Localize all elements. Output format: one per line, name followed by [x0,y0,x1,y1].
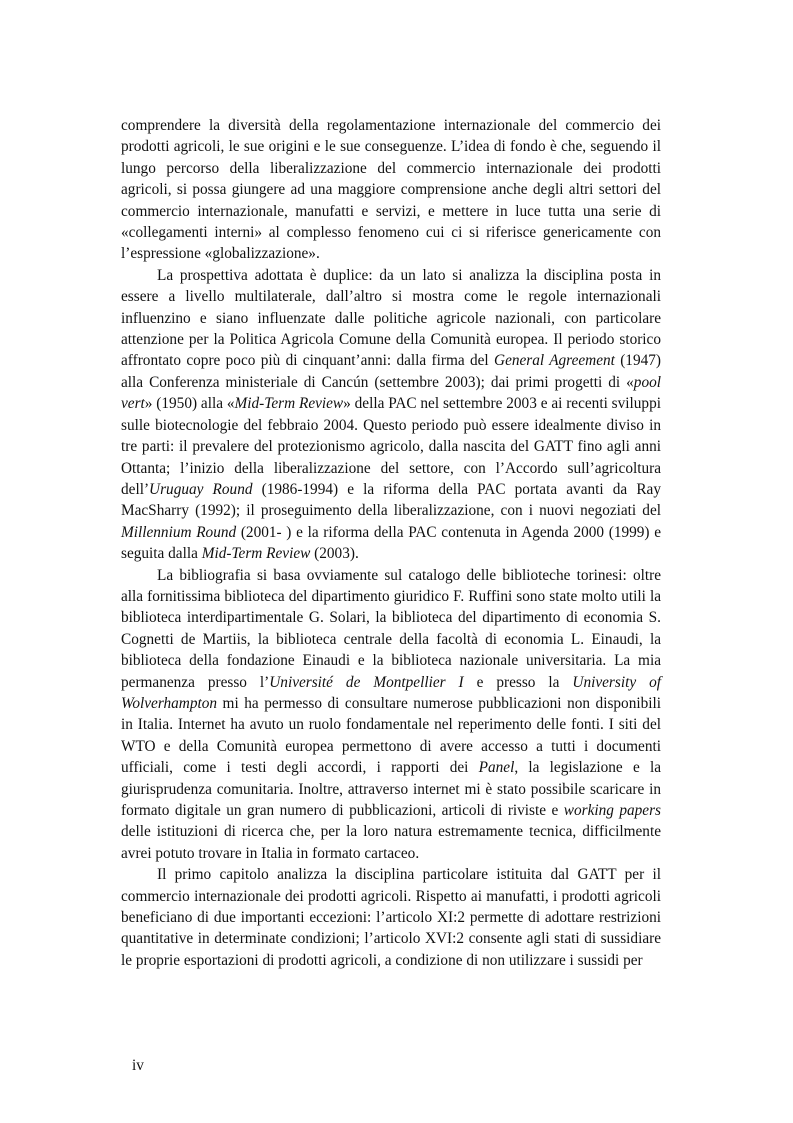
paragraph [121,565,661,865]
italic-text: General Agreement [494,352,615,370]
text-run: La bibliografia si basa ovviamente sul catalogo delle biblioteche torinesi: oltre alla fornitissima biblioteca del dipartimento giuridico F. Ruffini sono state molto utili la biblioteca interdipartimentale G. Solari, la biblioteca del dipartimento di economia S. Cognetti de Martiis, la biblioteca centrale della facoltà di economia L. Einaudi, la biblioteca della fondazione Einaudi e la biblioteca nazionale universitaria. La mia permanenza presso l’ [121,566,661,691]
text-run: » (1950) alla « [144,395,235,413]
text-run: » della PAC nel settembre 2003 e ai recenti sviluppi sulle biotecnologie del febbraio 2004. Questo periodo può essere idealmente diviso in tre parti: il prevalere del protezionismo agricolo, dalla nascita del GATT fino agli anni Ottanta; l’inizio della liberalizzazione del settore, con l’Accordo sull’agricoltura dell’ [121,395,661,498]
paragraph [121,115,661,265]
italic-text: Panel [478,759,515,777]
text-run: mi ha permesso di consultare numerose pubblicazioni non disponibili in Italia. Internet ha avuto un ruolo fondamentale nel reperimento delle fonti. I siti del WTO e della Comunità europea permettono di avere accesso a tutti i documenti ufficiali, come i testi degli accordi, i rapporti dei [121,694,661,777]
page-number: iv [132,1057,144,1074]
page-body [121,115,661,971]
italic-text: Mid-Term Review [201,545,311,563]
italic-text: Millennium Round [121,523,237,541]
italic-text: Mid-Term Review [234,395,344,413]
text-run: Il primo capitolo analizza la disciplina particolare istituita dal GATT per il commercio internazionale dei prodotti agricoli. Rispetto ai manufatti, i prodotti agricoli beneficiano di due importanti eccezioni: l’articolo XI:2 permette di adottare restrizioni quantitative in determinate condizioni; l’articolo XVI:2 consente agli stati di sussidiare le proprie esportazioni di prodotti agricoli, a condizione di non utilizzare i sussidi per [121,866,661,969]
italic-text: working papers [563,802,662,819]
italic-text: Université de Montpellier I [269,673,464,691]
paragraph [121,265,661,565]
text-run: , la legislazione e la giurisprudenza comunitaria. Inoltre, attraverso internet mi è stato possibile scaricare in formato digitale un gran numero di pubblicazioni, articoli di riviste e [121,759,662,819]
text-run: (1986-1994) e la riforma della PAC portata avanti da Ray MacSharry (1992); il proseguimento della liberalizzazione, con i nuovi negoziati del [121,480,661,520]
paragraph [121,864,661,971]
text-run: delle istituzioni di ricerca che, per la loro natura estremamente tecnica, difficilmente avrei potuto trovare in Italia in formato cartaceo. [121,823,661,862]
text-run: comprendere la diversità della regolamentazione internazionale del commercio dei prodotti agricoli, le sue origini e le sue conseguenze. L’idea di fondo è che, seguendo il lungo percorso della liberalizzazione del commercio internazionale dei prodotti agricoli, si possa giungere ad una maggiore comprensione anche degli altri settori del commercio internazionale, manufatti e servizi, e mettere in luce tutta una serie di «collegamenti interni» al complesso fenomeno cui ci si riferisce genericamente con l’espressione «globalizzazione». [121,117,661,263]
italic-text: pool vert [121,373,661,413]
italic-text: University of Wolverhampton [121,673,661,712]
text-run: La prospettiva adottata è duplice: da un lato si analizza la disciplina posta in essere a livello multilaterale, dall’altro si mostra come le regole internazionali influenzino e siano influenzate dalle politiche agricole nazionali, con particolare attenzione per la Politica Agricola Comune della Comunità europea. Il periodo storico affrontato copre poco più di cinquant’anni: dalla firma del [121,266,661,370]
text-run: e presso la [463,673,573,691]
text-run: (1947) alla Conferenza ministeriale di Cancún (settembre 2003); dai primi progetti di « [121,352,661,391]
text-run: (2003). [310,545,359,563]
italic-text: Uruguay Round [149,480,253,498]
text-run: (2001- ) e la riforma della PAC contenuta in Agenda 2000 (1999) e seguita dalla [121,523,661,563]
